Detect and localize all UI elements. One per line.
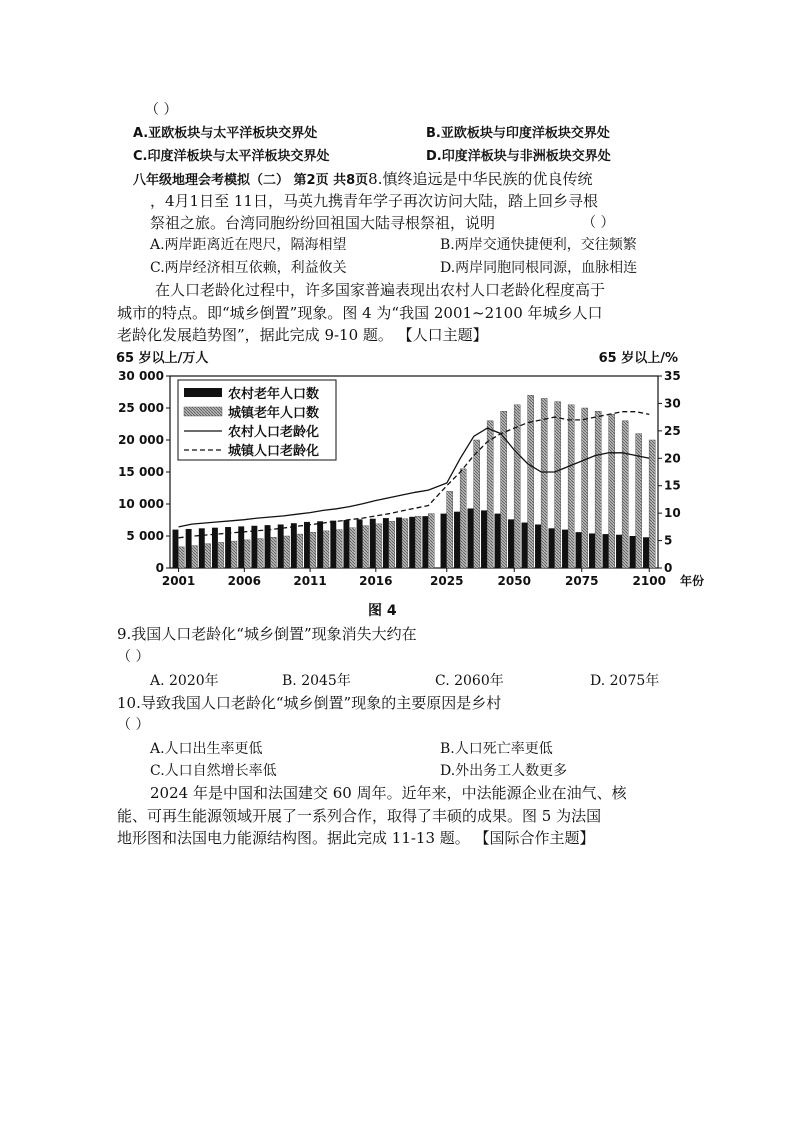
x-tick-label: 2016	[359, 574, 393, 588]
q7-option-d[interactable]: D.印度洋板块与非洲板块交界处	[426, 149, 611, 164]
bar-urban-2070	[568, 405, 574, 568]
bar-urban-2009	[284, 536, 290, 568]
x-tick-label: 2075	[565, 574, 599, 588]
bar-rural-2085	[603, 534, 609, 568]
y-right-tick-label: 10	[664, 506, 681, 521]
bar-urban-2018	[402, 519, 408, 568]
y-right-tick-label: 0	[664, 561, 673, 575]
bar-rural-2015	[357, 519, 363, 568]
bar-urban-2050	[514, 405, 520, 568]
q8-stem-2: ，4月1日至 11日，马英九携青年学子再次访问大陆，踏上回乡寻根	[150, 192, 598, 210]
intro1-line2: 城市的特点。即“城乡倒置”现象。图 4 为“我国 2001~2100 年城乡人口	[117, 304, 603, 322]
bar-rural-2009	[278, 524, 284, 568]
q8-option-b[interactable]: B.两岸交通快捷便利，交往频繁	[440, 237, 637, 253]
bar-urban-2008	[270, 537, 276, 568]
bar-urban-2030	[460, 469, 466, 568]
bar-rural-2095	[630, 536, 636, 568]
y-left-tick-label: 5 000	[126, 529, 164, 543]
bar-urban-2040	[487, 421, 493, 568]
bar-urban-2100	[649, 440, 655, 568]
bar-rural-2075	[576, 532, 582, 568]
bar-rural-2055	[522, 523, 528, 568]
q9-stem: 9.我国人口老龄化“城乡倒置”现象消失大约在	[117, 625, 417, 643]
bar-rural-2035	[468, 508, 474, 568]
aging-trend-chart	[112, 348, 705, 598]
q8-stem-3: 祭祖之旅。台湾同胞纷纷回祖国大陆寻根祭祖，说明	[150, 214, 496, 232]
bar-rural-2025	[441, 514, 447, 568]
q8-option-a[interactable]: A.两岸距离近在咫尺，隔海相望	[150, 237, 347, 253]
legend-label: 农村老年人口数	[228, 387, 320, 402]
bar-urban-2005	[231, 541, 237, 568]
legend-swatch-rural-count	[184, 388, 222, 397]
bar-urban-2011	[310, 532, 316, 568]
y-left-tick-label: 10 000	[118, 497, 164, 511]
bar-urban-2085	[609, 414, 615, 568]
q8-option-c[interactable]: C.两岸经济相互依赖，利益攸关	[150, 260, 347, 276]
bar-rural-2001	[173, 530, 179, 568]
intro1-line1: 在人口老龄化过程中，许多国家普遍表现出农村人口老龄化程度高于	[155, 281, 606, 299]
bar-rural-2018	[396, 517, 402, 568]
q10-option-d[interactable]: D.外出务工人数更多	[440, 763, 568, 779]
legend-label: 农村人口老龄化	[228, 425, 320, 440]
q9-option-b[interactable]: B. 2045年	[282, 673, 351, 689]
figure-caption: 图 4	[368, 603, 397, 619]
intro2-line3: 地形图和法国电力能源结构图。据此完成 11-13 题。 【国际合作主题】	[117, 829, 595, 847]
bar-urban-2019	[415, 516, 421, 568]
x-tick-label: 2100	[632, 574, 666, 588]
bar-urban-2004	[218, 542, 224, 568]
x-tick-label: 2050	[497, 574, 531, 588]
y-left-tick-label: 30 000	[118, 369, 164, 383]
y-right-tick-label: 20	[664, 451, 681, 466]
bar-rural-2019	[409, 517, 415, 568]
q9-option-d[interactable]: D. 2075年	[590, 673, 660, 689]
bar-rural-2016	[370, 519, 376, 568]
bar-rural-2060	[535, 524, 541, 568]
bar-rural-2090	[616, 535, 622, 568]
y-right-axis-label: 65 岁以上/%	[598, 351, 678, 366]
y-left-tick-label: 25 000	[118, 401, 164, 415]
bar-rural-2040	[481, 510, 487, 568]
q8-answer-paren: （ ）	[582, 215, 615, 231]
q7-option-a[interactable]: A.亚欧板块与太平洋板块交界处	[133, 126, 318, 141]
q10-option-a[interactable]: A.人口出生率更低	[150, 741, 263, 757]
y-right-tick-label: 25	[664, 423, 681, 438]
bar-urban-2014	[349, 528, 355, 568]
bar-rural-2003	[199, 528, 205, 568]
bar-urban-2007	[257, 539, 263, 568]
bar-rural-2014	[343, 520, 349, 568]
bar-rural-2010	[291, 523, 297, 568]
bar-urban-2006	[244, 540, 250, 568]
bar-rural-2100	[643, 537, 649, 568]
q10-option-c[interactable]: C.人口自然增长率低	[150, 763, 277, 779]
bar-urban-2035	[474, 440, 480, 568]
q10-option-b[interactable]: B.人口死亡率更低	[440, 741, 553, 757]
bar-rural-2045	[495, 514, 501, 568]
x-axis-label: 年份	[680, 574, 705, 588]
bar-urban-2012	[323, 531, 329, 568]
bar-urban-2055	[528, 395, 534, 568]
x-tick-label: 2001	[161, 574, 196, 588]
q8-option-d[interactable]: D.两岸同胞同根同源，血脉相连	[440, 260, 638, 276]
q8-stem-1: 8.慎终追远是中华民族的优良传统	[368, 170, 593, 188]
bar-urban-2017	[389, 521, 395, 568]
y-left-tick-label: 20 000	[118, 433, 164, 447]
bar-urban-2010	[297, 534, 303, 568]
bar-rural-2013	[330, 521, 336, 568]
bar-urban-2020	[428, 514, 434, 568]
y-right-tick-label: 30	[664, 396, 681, 411]
bar-rural-2030	[454, 512, 460, 568]
bar-rural-2070	[562, 530, 568, 568]
y-right-tick-label: 35	[664, 369, 681, 383]
bar-urban-2090	[622, 421, 628, 568]
bar-urban-2001	[178, 547, 184, 568]
q10-stem: 10.导致我国人口老龄化“城乡倒置”现象的主要原因是乡村	[117, 694, 502, 712]
q8-header-line	[133, 169, 592, 191]
page-header: 八年级地理会考模拟（二） 第2页 共8页	[133, 173, 369, 188]
y-right-tick-label: 15	[664, 478, 681, 493]
q7-answer-paren: （ ）	[145, 102, 178, 118]
q7-option-c[interactable]: C.印度洋板块与太平洋板块交界处	[133, 149, 330, 164]
bar-urban-2080	[595, 411, 601, 568]
bar-rural-2011	[304, 522, 310, 568]
bar-urban-2065	[555, 402, 561, 568]
bar-rural-2020	[422, 516, 428, 568]
bar-urban-2025	[447, 491, 453, 568]
y-right-tick-label: 5	[664, 533, 673, 548]
bar-rural-2017	[383, 518, 389, 568]
bar-rural-2080	[589, 533, 595, 568]
q9-option-c[interactable]: C. 2060年	[435, 673, 504, 689]
q9-option-a[interactable]: A. 2020年	[150, 673, 219, 689]
q7-option-b[interactable]: B.亚欧板块与印度洋板块交界处	[426, 126, 610, 141]
bar-urban-2002	[192, 546, 198, 568]
y-left-tick-label: 15 000	[118, 465, 164, 479]
q9-answer-paren: （ ）	[117, 649, 150, 665]
intro2-line1: 2024 年是中国和法国建交 60 周年。近年来，中法能源企业在油气、核	[150, 784, 627, 802]
y-left-axis-label: 65 岁以上/万人	[116, 351, 209, 366]
bar-urban-2060	[541, 398, 547, 568]
x-tick-label: 2006	[227, 574, 262, 588]
bar-rural-2007	[251, 526, 257, 568]
intro2-line2: 能、可再生能源领域开展了一系列合作，取得了丰硕的成果。图 5 为法国	[117, 807, 602, 825]
bar-urban-2015	[363, 526, 369, 568]
bar-urban-2013	[336, 530, 342, 568]
bar-rural-2002	[186, 529, 192, 568]
x-tick-label: 2025	[430, 574, 464, 588]
legend-swatch-urban-count	[184, 407, 222, 416]
bar-urban-2003	[205, 544, 211, 568]
legend-label: 城镇老年人口数	[228, 406, 320, 421]
bar-urban-2016	[376, 524, 382, 568]
bar-rural-2065	[549, 528, 555, 568]
bar-urban-2075	[582, 408, 588, 568]
y-left-tick-label: 0	[155, 561, 164, 575]
bar-rural-2012	[317, 521, 323, 568]
bar-urban-2095	[636, 434, 642, 568]
legend-label: 城镇人口老龄化	[228, 444, 320, 459]
bar-rural-2050	[508, 519, 514, 568]
intro1-line3: 老龄化发展趋势图”，据此完成 9-10 题。 【人口主题】	[117, 326, 488, 344]
q10-answer-paren: （ ）	[117, 717, 150, 733]
bar-rural-2008	[265, 525, 271, 568]
x-tick-label: 2011	[293, 574, 327, 588]
